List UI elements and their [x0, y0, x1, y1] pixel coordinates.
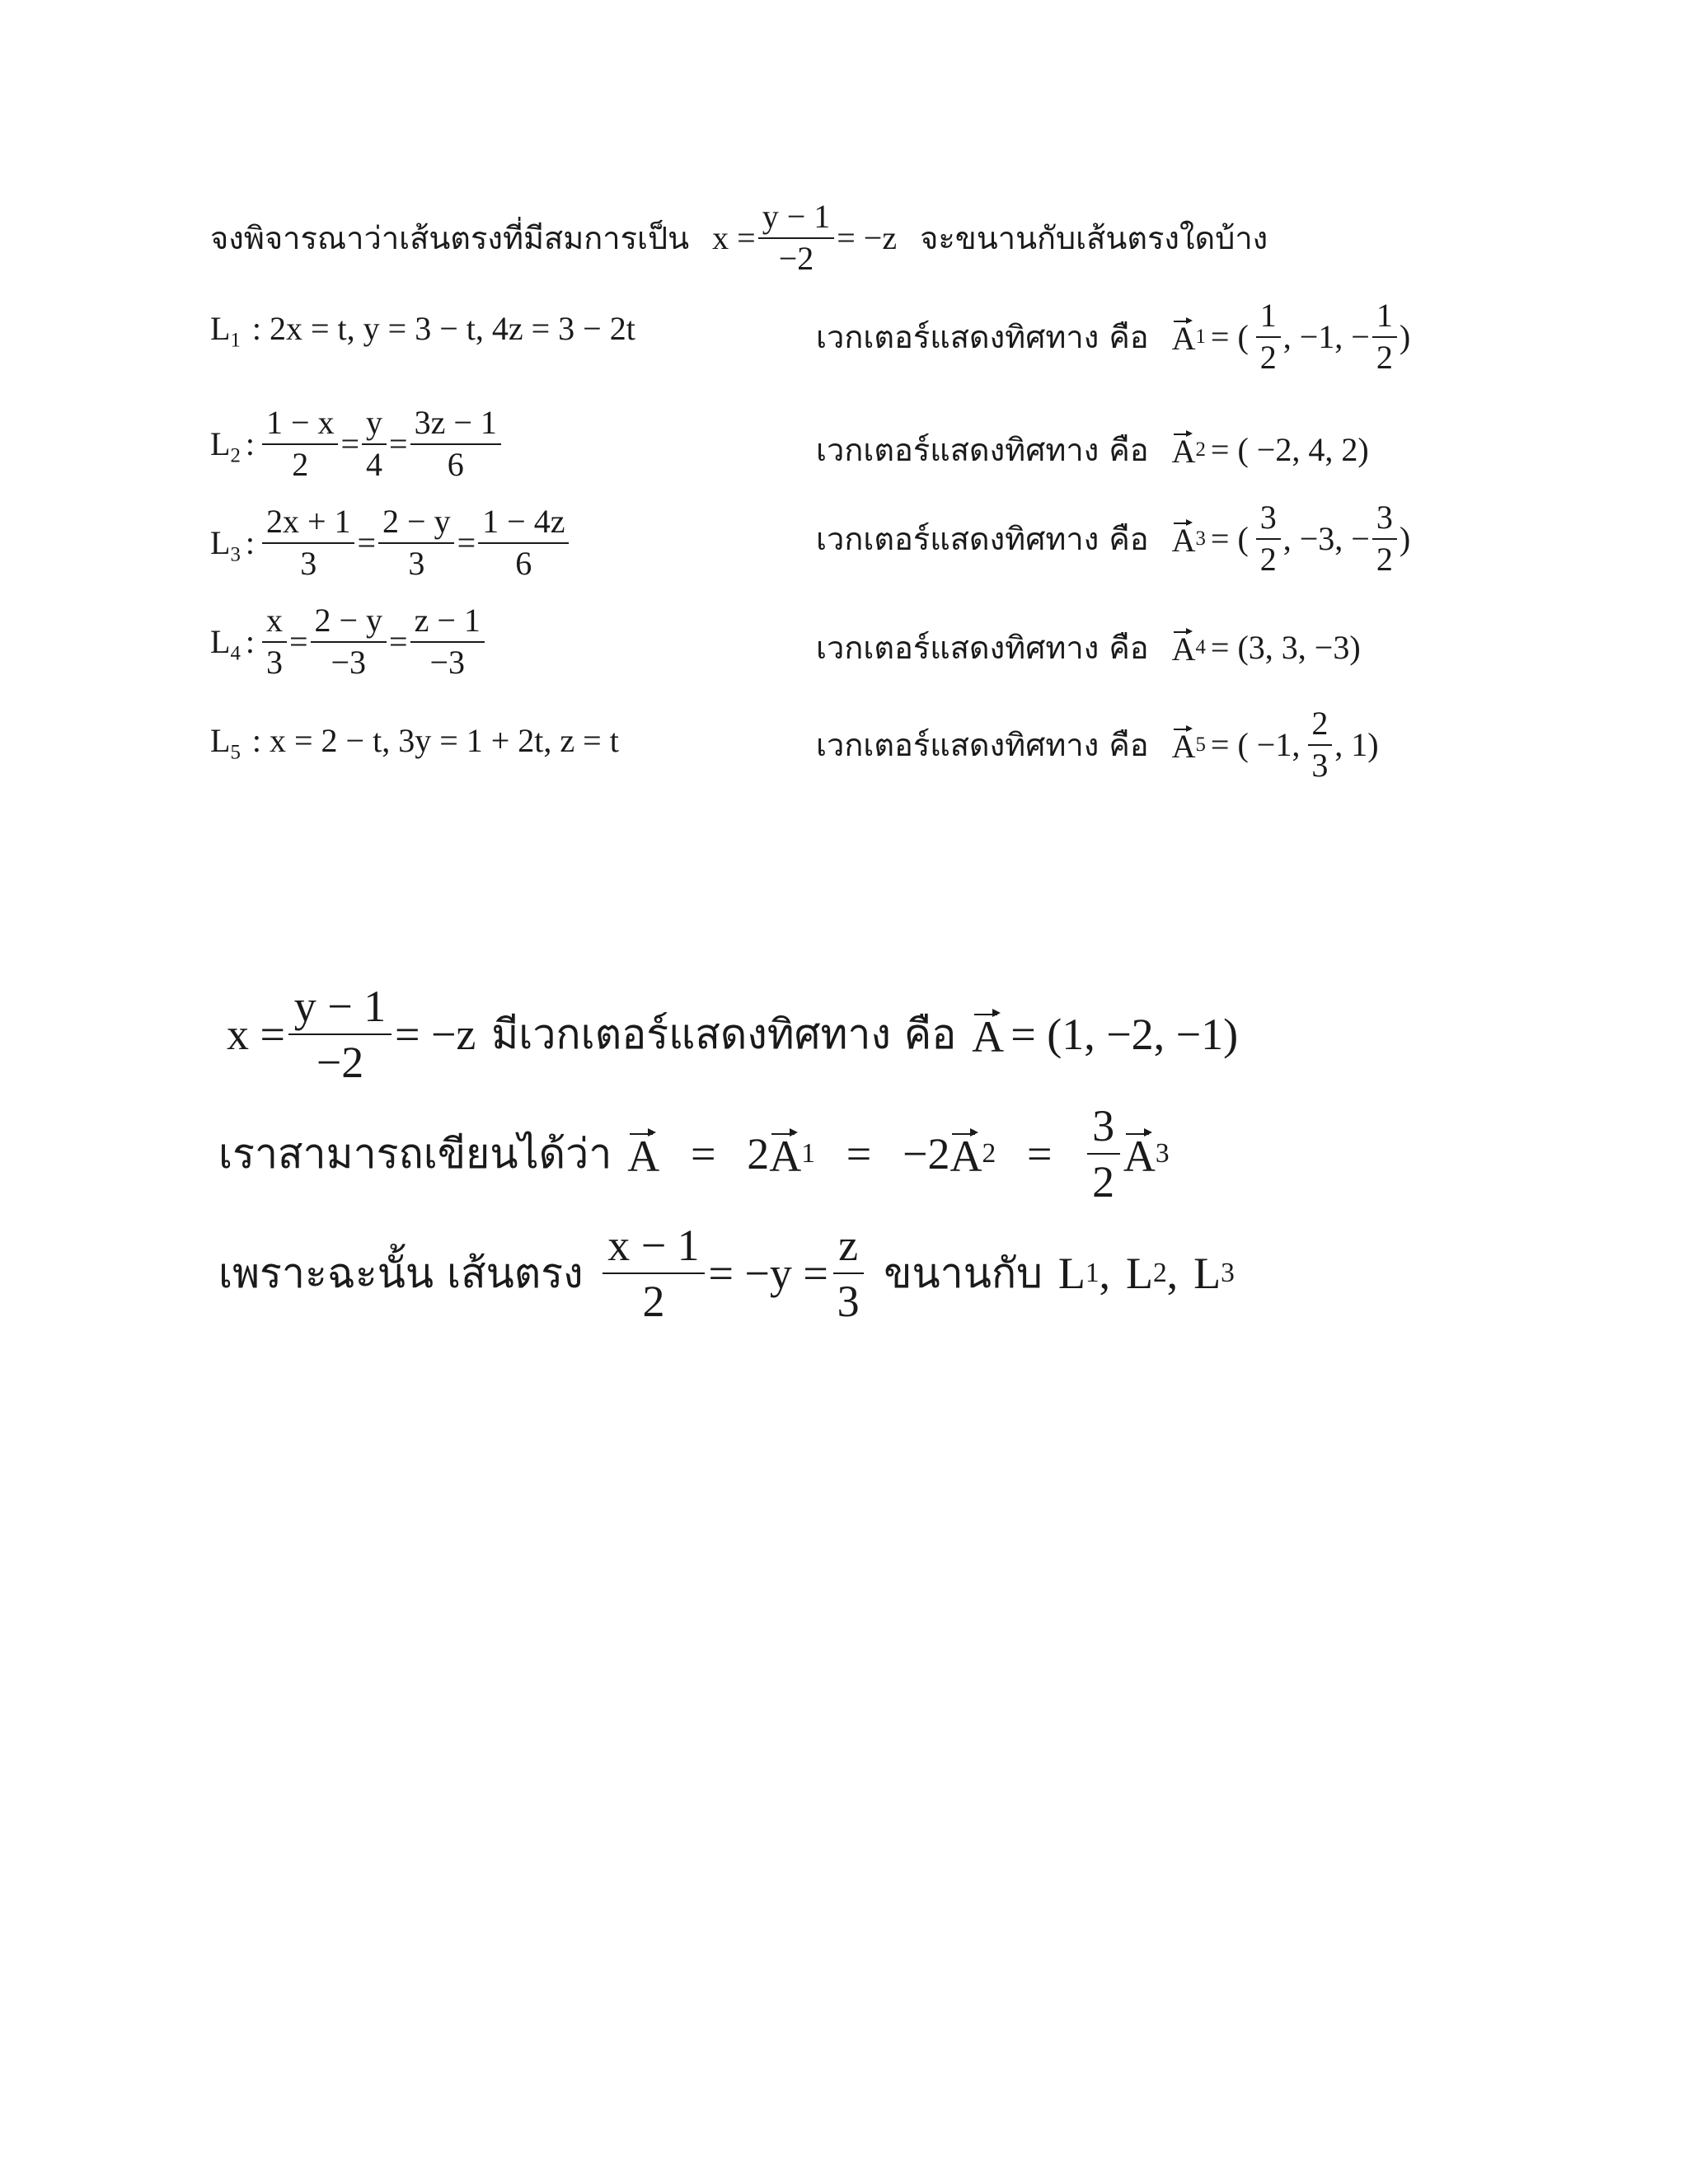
line-l3-equation: $L_3$ : $\frac{2x + 1}{3}$ = $\frac{2 - y}{3}$ = $\frac{1 - 4z}{6}$ — [210, 503, 571, 583]
vector-a4: A — [1172, 626, 1196, 669]
vector-a5: A — [1172, 724, 1196, 766]
line-l1-name: $L_1$ — [210, 310, 241, 352]
answer-line3-frac1: $\frac{x - 1}{2}$ — [603, 1220, 705, 1328]
line-l3-direction: เวกเตอร์แสดงทิศทาง คือ A 3 = ( $\frac{3}{2}$ , −3, − $\frac{3}{2}$ ) — [816, 499, 1411, 579]
line-l3-frac1: $\frac{2x + 1}{3}$ — [262, 503, 354, 583]
line-l2-name: $L_2$ — [210, 425, 241, 467]
line-l5-equation — [210, 721, 619, 764]
vector-a1: A — [769, 1126, 801, 1182]
vector-a3: A — [1123, 1126, 1156, 1182]
answer-line1-frac: $\frac{y - 1}{-2}$ — [288, 981, 391, 1089]
vector-a1: A — [1172, 316, 1196, 359]
vector-a: A — [627, 1126, 659, 1182]
question-fraction — [758, 198, 834, 278]
line-l4-equation: $L_4$ : $\frac{x}{3}$ = $\frac{2 - y}{-3}$ = $\frac{z - 1}{-3}$ — [210, 602, 487, 682]
line-l2-equation: $L_2$ : $\frac{1 - x}{2}$ = $\frac{y}{4}$ = $\frac{3z - 1}{6}$ — [210, 404, 504, 484]
answer-line-1: x = $\frac{y - 1}{-2}$ = −z มีเวกเตอร์แสดงทิศทาง คือ A = (1, −2, −1) — [227, 982, 1239, 1088]
line-l4-name: $L_4$ — [210, 623, 241, 665]
answer-line-2: เราสามารถเขียนได้ว่า A = 2 A 1 = −2 A 2 = $\frac{3}{2}$ A 3 — [218, 1101, 1170, 1207]
line-l2-direction: เวกเตอร์แสดงทิศทาง คือ A 2 = ( −2, 4, 2) — [816, 424, 1374, 475]
line-l1-direction: เวกเตอร์แสดงทิศทาง คือ A 1 = ( $\frac{1}{2}$ , −1, − $\frac{1}{2}$ ) — [816, 297, 1411, 377]
line-l2-frac1: $\frac{1 - x}{2}$ — [262, 404, 338, 484]
vector-a1-frac1: $\frac{1}{2}$ — [1256, 297, 1281, 377]
vector-a3: A — [1172, 518, 1196, 560]
direction-label: เวกเตอร์แสดงทิศทาง คือ — [816, 319, 1149, 356]
answer-line3-frac2: $\frac{z}{3}$ — [832, 1220, 865, 1328]
line-l4-frac3: $\frac{z - 1}{-3}$ — [410, 602, 485, 682]
line-l4-frac2: $\frac{2 - y}{-3}$ — [311, 602, 387, 682]
question-suffix: จะขนานกับเส้นตรงใดบ้าง — [920, 220, 1268, 257]
line-l2-frac2: $\frac{y}{4}$ — [362, 404, 387, 484]
vector-a2: A — [1172, 429, 1196, 471]
vector-a3-frac2: $\frac{3}{2}$ — [1372, 499, 1397, 579]
direction-label: เวกเตอร์แสดงทิศทาง คือ — [816, 521, 1149, 558]
line-l3-frac3: $\frac{1 - 4z}{6}$ — [478, 503, 569, 583]
answer-line2-frac: $\frac{3}{2}$ — [1087, 1100, 1120, 1208]
vector-a5-frac1: $\frac{2}{3}$ — [1308, 705, 1333, 785]
line-l3-frac2: $\frac{2 - y}{3}$ — [378, 503, 454, 583]
line-l5-name: $L_5$ — [210, 722, 241, 764]
line-l5-eq: : x = 2 − t, 3y = 1 + 2t, z = t — [251, 722, 619, 759]
vector-a: A — [972, 1006, 1004, 1062]
line-l2-frac3: $\frac{3z - 1}{6}$ — [410, 404, 501, 484]
line-l5-direction: เวกเตอร์แสดงทิศทาง คือ A 5 = ( −1, $\frac{2}{3}$ , 1) — [816, 705, 1379, 785]
vector-a2: A — [950, 1126, 982, 1182]
answer-line-3: เพราะฉะนั้น เส้นตรง $\frac{x - 1}{2}$ = −y = $\frac{z}{3}$ ขนานกับ L 1 , L 2 , L 3 — [218, 1221, 1235, 1327]
line-l4-direction: เวกเตอร์แสดงทิศทาง คือ A 4 = (3, 3, −3) — [816, 622, 1366, 673]
line-l1-equation — [210, 309, 635, 352]
line-l1-eq: : 2x = t, y = 3 − t, 4z = 3 − 2t — [251, 310, 635, 347]
direction-label: เวกเตอร์แสดงทิศทาง คือ — [816, 432, 1149, 468]
question-frac-den: −2 — [778, 240, 814, 278]
question-line — [210, 198, 1268, 278]
vector-a3-frac1: $\frac{3}{2}$ — [1256, 499, 1281, 579]
direction-label: เวกเตอร์แสดงทิศทาง คือ — [816, 630, 1149, 666]
direction-label: เวกเตอร์แสดงทิศทาง คือ — [816, 727, 1149, 764]
question-prefix: จงพิจารณาว่าเส้นตรงที่มีสมการเป็น — [210, 220, 690, 257]
question-frac-num: y − 1 — [758, 198, 834, 239]
line-l4-frac1: $\frac{x}{3}$ — [262, 602, 287, 682]
question-eq-lhs: x = — [712, 219, 756, 257]
vector-a1-frac2: $\frac{1}{2}$ — [1372, 297, 1397, 377]
question-eq-rhs: = −z — [837, 219, 898, 257]
line-l3-name: $L_3$ — [210, 524, 241, 566]
